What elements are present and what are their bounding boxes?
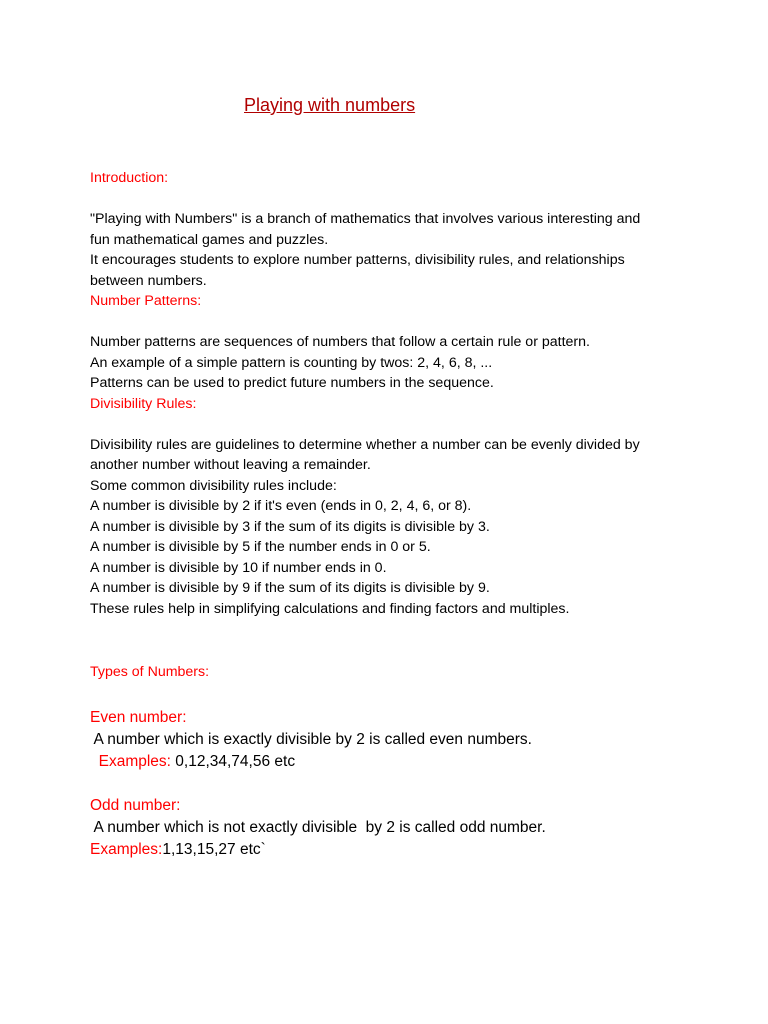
introduction-line: "Playing with Numbers" is a branch of mathematics that involves various interesting and — [90, 211, 641, 227]
introduction-line: between numbers. — [90, 272, 207, 289]
introduction-line: It encourages students to explore number patterns, divisibility rules, and relationships — [90, 252, 625, 268]
odd-number-heading: Odd number: — [90, 797, 181, 814]
even-number-heading: Even number: — [90, 709, 187, 726]
number-patterns-heading: Number Patterns: — [90, 293, 202, 309]
types-of-numbers-heading: Types of Numbers: — [90, 664, 210, 680]
odd-examples-value: 1,13,15,27 etc` — [162, 841, 266, 858]
types-of-numbers-section — [90, 662, 690, 683]
divisibility-rules-line: A number is divisible by 2 if it's even (ends in 0, 2, 4, 6, or 8). — [90, 498, 472, 514]
odd-number-section — [90, 795, 690, 861]
odd-number-examples — [90, 839, 690, 861]
even-number-examples — [90, 751, 690, 773]
divisibility-rules-line: A number is divisible by 10 if number ends in 0. — [90, 559, 387, 576]
even-examples-label: Examples: — [90, 753, 176, 770]
odd-examples-label: Examples: — [90, 841, 163, 858]
divisibility-rules-line: These rules help in simplifying calculations and finding factors and multiples. — [90, 600, 570, 617]
number-patterns-line: An example of a simple pattern is counting by twos: 2, 4, 6, 8, ... — [90, 354, 493, 371]
odd-number-definition: A number which is not exactly divisible by 2 is called odd number. — [90, 819, 546, 836]
page-title: Playing with numbers — [244, 95, 416, 115]
introduction-section — [90, 168, 690, 619]
divisibility-rules-line: Divisibility rules are guidelines to determine whether a number can be evenly divided by — [90, 436, 640, 453]
number-patterns-line: Number patterns are sequences of numbers that follow a certain rule or pattern. — [90, 334, 590, 350]
divisibility-rules-line: Some common divisibility rules include: — [90, 477, 337, 494]
introduction-heading: Introduction: — [90, 170, 169, 186]
spacer — [90, 414, 690, 435]
even-number-definition: A number which is exactly divisible by 2 is called even numbers. — [90, 731, 532, 748]
divisibility-rules-heading: Divisibility Rules: — [90, 395, 197, 412]
spacer — [90, 189, 690, 210]
divisibility-rules-line: A number is divisible by 3 if the sum of its digits is divisible by 3. — [90, 518, 490, 535]
introduction-line: fun mathematical games and puzzles. — [90, 231, 329, 248]
number-patterns-line: Patterns can be used to predict future numbers in the sequence. — [90, 375, 494, 391]
even-examples-value: 0,12,34,74,56 etc — [175, 753, 296, 770]
even-number-section — [90, 707, 690, 773]
spacer — [90, 312, 690, 333]
divisibility-rules-line: another number without leaving a remainder. — [90, 457, 371, 473]
divisibility-rules-line: A number is divisible by 9 if the sum of its digits is divisible by 9. — [90, 580, 490, 596]
divisibility-rules-line: A number is divisible by 5 if the number ends in 0 or 5. — [90, 539, 431, 555]
